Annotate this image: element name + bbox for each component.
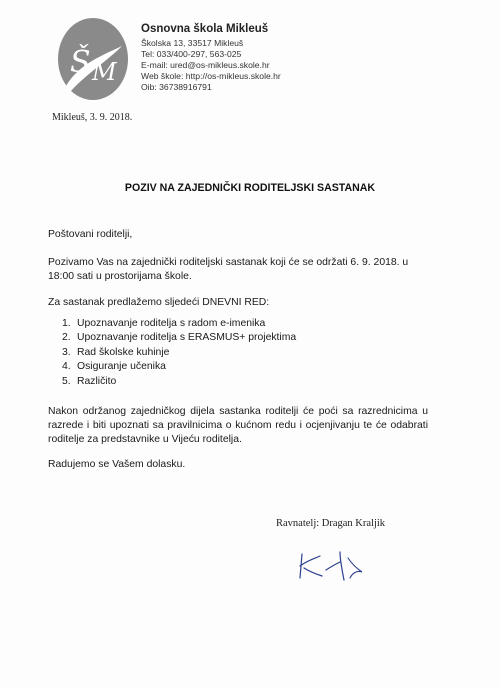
agenda-intro: Za sastanak predlažemo sljedeći DNEVNI RED: <box>48 297 270 308</box>
agenda-item-number: 1. <box>62 318 71 329</box>
meeting-details-paragraph: Nakon održanog zajedničkog dijela sastanka roditelji će poći sa razrednicima u razrede i biti upoznati sa pravilnicima o kućnom redu i ocjenjivanju te će odabrati roditelje za predstavnike u Vijeću roditelja. <box>48 406 428 445</box>
handwritten-signature-icon <box>296 548 368 582</box>
agenda-item-text: Rad školske kuhinje <box>77 346 170 358</box>
place-and-date: Mikleuš, 3. 9. 2018. <box>52 112 133 123</box>
school-email: E-mail: ured@os-mikleus.skole.hr <box>141 60 270 70</box>
school-oib: Oib: 36738916791 <box>141 82 212 92</box>
agenda-item-number: 5. <box>62 375 71 387</box>
signatory-name: Ravnatelj: Dragan Kraljik <box>276 518 386 529</box>
svg-text:M: M <box>92 58 117 86</box>
agenda-item-number: 2. <box>62 332 71 344</box>
agenda-item-number: 3. <box>62 346 71 358</box>
school-website: Web škole: http://os-mikleus.skole.hr <box>141 71 281 81</box>
agenda-item <box>62 375 296 389</box>
agenda-item <box>62 331 296 345</box>
agenda-item-text: Različito <box>77 375 117 387</box>
agenda-item-text: Osiguranje učenika <box>77 361 166 373</box>
document-title: POZIV NA ZAJEDNIČKI RODITELJSKI SASTANAK <box>124 182 376 194</box>
school-logo-icon <box>56 16 130 102</box>
school-phone: Tel: 033/400-297, 563-025 <box>141 49 242 59</box>
agenda-list <box>62 317 296 389</box>
closing-line: Radujemo se Vašem dolasku. <box>48 459 186 470</box>
agenda-item <box>62 317 296 331</box>
school-address: Školska 13, 33517 Mikleuš <box>141 38 244 48</box>
agenda-item <box>62 346 296 360</box>
agenda-item-number: 4. <box>62 361 71 373</box>
greeting: Poštovani roditelji, <box>48 229 133 240</box>
svg-text:Š: Š <box>70 45 91 80</box>
agenda-item <box>62 360 296 374</box>
agenda-item-text: Upoznavanje roditelja s radom e-imenika <box>77 318 266 329</box>
school-name: Osnovna škola Mikleuš <box>141 23 269 35</box>
school-letterhead <box>141 24 281 93</box>
agenda-item-text: Upoznavanje roditelja s ERASMUS+ projektima <box>77 332 297 344</box>
invitation-paragraph: Pozivamo Vas na zajednički roditeljski sastanak koji će se održati 6. 9. 2018. u 18:00 sati u prostorijama škole. <box>48 257 409 282</box>
